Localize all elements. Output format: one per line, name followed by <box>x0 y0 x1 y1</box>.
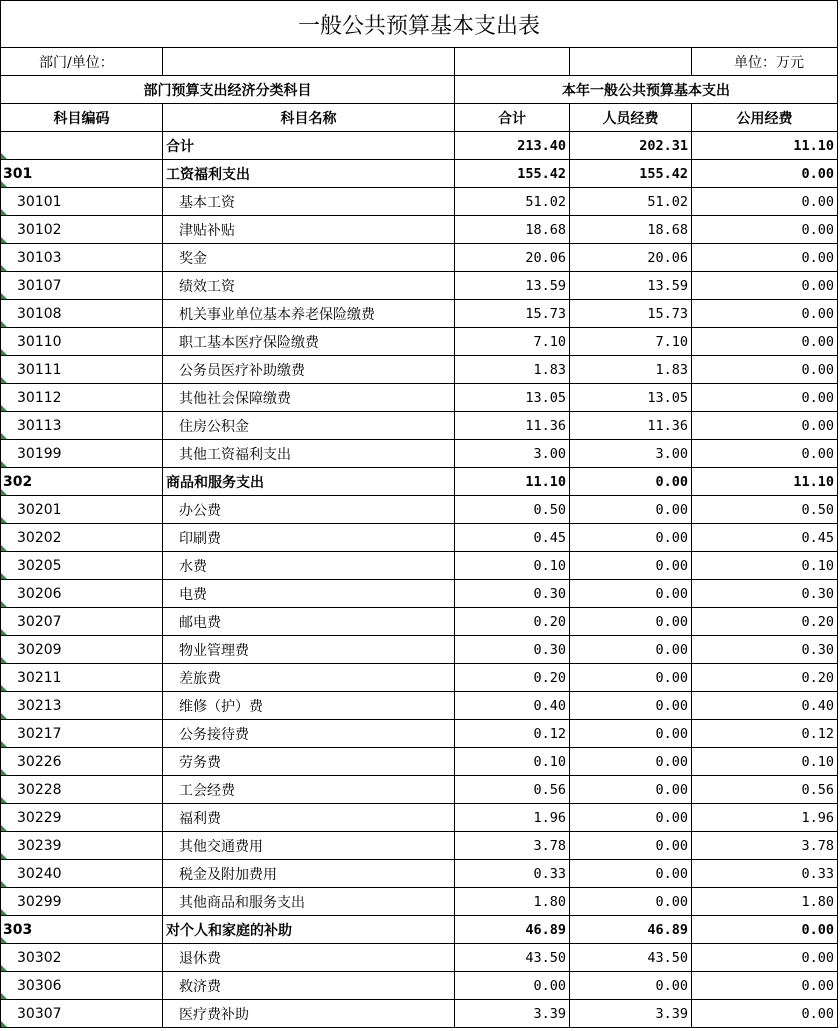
cell-name[interactable]: 邮电费 <box>163 608 455 636</box>
cell-personnel[interactable]: 20.06 <box>570 244 692 272</box>
cell-public[interactable]: 0.40 <box>692 692 838 720</box>
table-row <box>1 216 838 244</box>
cell-public[interactable]: 0.12 <box>692 720 838 748</box>
cell-indicator-icon <box>1 181 7 187</box>
cell-name[interactable]: 维修（护）费 <box>163 692 455 720</box>
cell-name[interactable]: 其他交通费用 <box>163 832 455 860</box>
cell-code[interactable]: 30302 <box>1 944 163 972</box>
cell-public[interactable]: 3.78 <box>692 832 838 860</box>
cell-personnel[interactable]: 0.00 <box>570 636 692 664</box>
cell-code[interactable]: 30112 <box>1 384 163 412</box>
cell-public[interactable]: 0.00 <box>692 972 838 1000</box>
table-row <box>1 412 838 440</box>
header-personnel: 人员经费 <box>570 104 692 132</box>
table-row <box>1 972 838 1000</box>
cell-name[interactable]: 税金及附加费用 <box>163 860 455 888</box>
cell-personnel[interactable]: 202.31 <box>570 132 692 160</box>
cell-public[interactable]: 1.80 <box>692 888 838 916</box>
cell-indicator-icon <box>1 657 7 663</box>
cell-indicator-icon <box>1 685 7 691</box>
cell-code[interactable]: 30103 <box>1 244 163 272</box>
table-row <box>1 888 838 916</box>
cell-total[interactable]: 11.36 <box>455 412 570 440</box>
cell-name[interactable]: 其他社会保障缴费 <box>163 384 455 412</box>
cell-total[interactable]: 0.56 <box>455 776 570 804</box>
cell-code[interactable]: 30226 <box>1 748 163 776</box>
cell-total[interactable]: 43.50 <box>455 944 570 972</box>
blank-cell[interactable] <box>570 48 692 76</box>
cell-indicator-icon <box>1 769 7 775</box>
table-row <box>1 328 838 356</box>
cell-code[interactable]: 30108 <box>1 300 163 328</box>
table-row <box>1 720 838 748</box>
table-row <box>1 384 838 412</box>
table-row <box>1 748 838 776</box>
cell-indicator-icon <box>1 265 7 271</box>
cell-name[interactable]: 物业管理费 <box>163 636 455 664</box>
cell-total[interactable]: 0.00 <box>455 972 570 1000</box>
cell-name[interactable]: 对个人和家庭的补助 <box>163 916 455 944</box>
table-row <box>1 692 838 720</box>
cell-total[interactable]: 155.42 <box>455 160 570 188</box>
cell-personnel[interactable]: 0.00 <box>570 524 692 552</box>
cell-code[interactable]: 30239 <box>1 832 163 860</box>
cell-public[interactable]: 11.10 <box>692 468 838 496</box>
cell-public[interactable]: 0.30 <box>692 636 838 664</box>
cell-name[interactable]: 合计 <box>163 132 455 160</box>
cell-name[interactable]: 工会经费 <box>163 776 455 804</box>
cell-indicator-icon <box>1 965 7 971</box>
cell-indicator-icon <box>1 237 7 243</box>
cell-public[interactable]: 0.00 <box>692 188 838 216</box>
unit-label: 单位：万元 <box>692 48 838 76</box>
cell-code[interactable]: 30110 <box>1 328 163 356</box>
table-row <box>1 552 838 580</box>
cell-total[interactable]: 0.40 <box>455 692 570 720</box>
cell-personnel[interactable]: 0.00 <box>570 692 692 720</box>
cell-code[interactable]: 30211 <box>1 664 163 692</box>
table-row <box>1 776 838 804</box>
cell-personnel[interactable]: 0.00 <box>570 804 692 832</box>
cell-public[interactable]: 0.20 <box>692 664 838 692</box>
table-row <box>1 580 838 608</box>
cell-public[interactable]: 0.45 <box>692 524 838 552</box>
cell-public[interactable]: 0.00 <box>692 916 838 944</box>
cell-name[interactable]: 其他工资福利支出 <box>163 440 455 468</box>
cell-indicator-icon <box>1 993 7 999</box>
cell-public[interactable]: 0.10 <box>692 552 838 580</box>
cell-personnel[interactable]: 0.00 <box>570 888 692 916</box>
cell-code[interactable]: 30240 <box>1 860 163 888</box>
cell-indicator-icon <box>1 937 7 943</box>
cell-total[interactable]: 20.06 <box>455 244 570 272</box>
cell-indicator-icon <box>1 741 7 747</box>
cell-personnel[interactable]: 15.73 <box>570 300 692 328</box>
cell-public[interactable]: 0.30 <box>692 580 838 608</box>
cell-personnel[interactable]: 0.00 <box>570 664 692 692</box>
cell-code[interactable] <box>1 132 163 160</box>
cell-code[interactable]: 30201 <box>1 496 163 524</box>
table-row <box>1 496 838 524</box>
table-row <box>1 664 838 692</box>
cell-indicator-icon <box>1 377 7 383</box>
cell-total[interactable]: 0.33 <box>455 860 570 888</box>
header-group-right: 本年一般公共预算基本支出 <box>455 76 838 104</box>
cell-total[interactable]: 18.68 <box>455 216 570 244</box>
cell-total[interactable]: 1.83 <box>455 356 570 384</box>
cell-indicator-icon <box>1 853 7 859</box>
cell-total[interactable]: 0.20 <box>455 608 570 636</box>
cell-indicator-icon <box>1 545 7 551</box>
cell-personnel[interactable]: 0.00 <box>570 748 692 776</box>
cell-name[interactable]: 差旅费 <box>163 664 455 692</box>
cell-indicator-icon <box>1 209 7 215</box>
cell-indicator-icon <box>1 881 7 887</box>
cell-public[interactable]: 0.20 <box>692 608 838 636</box>
cell-total[interactable]: 0.10 <box>455 552 570 580</box>
table-row <box>1 468 838 496</box>
table-row <box>1 356 838 384</box>
cell-name[interactable]: 电费 <box>163 580 455 608</box>
table-row <box>1 132 838 160</box>
cell-indicator-icon <box>1 1021 7 1027</box>
header-code: 科目编码 <box>1 104 163 132</box>
cell-code[interactable]: 30107 <box>1 272 163 300</box>
cell-indicator-icon <box>1 349 7 355</box>
cell-public[interactable]: 0.00 <box>692 300 838 328</box>
table-row <box>1 160 838 188</box>
cell-total[interactable]: 3.39 <box>455 1000 570 1028</box>
cell-public[interactable]: 0.33 <box>692 860 838 888</box>
table-row <box>1 524 838 552</box>
cell-personnel[interactable]: 0.00 <box>570 972 692 1000</box>
blank-cell[interactable] <box>455 48 570 76</box>
cell-public[interactable]: 0.00 <box>692 412 838 440</box>
cell-code[interactable]: 30206 <box>1 580 163 608</box>
cell-total[interactable]: 15.73 <box>455 300 570 328</box>
cell-name[interactable]: 福利费 <box>163 804 455 832</box>
cell-public[interactable]: 0.00 <box>692 1000 838 1028</box>
cell-code[interactable]: 30217 <box>1 720 163 748</box>
cell-personnel[interactable]: 43.50 <box>570 944 692 972</box>
cell-code[interactable]: 30113 <box>1 412 163 440</box>
cell-personnel[interactable]: 13.05 <box>570 384 692 412</box>
cell-name[interactable]: 津贴补贴 <box>163 216 455 244</box>
cell-code[interactable]: 30202 <box>1 524 163 552</box>
table-row <box>1 1000 838 1028</box>
cell-personnel[interactable]: 18.68 <box>570 216 692 244</box>
cell-indicator-icon <box>1 797 7 803</box>
cell-code[interactable]: 303 <box>1 916 163 944</box>
cell-name[interactable]: 救济费 <box>163 972 455 1000</box>
cell-indicator-icon <box>1 293 7 299</box>
cell-personnel[interactable]: 46.89 <box>570 916 692 944</box>
cell-personnel[interactable]: 1.83 <box>570 356 692 384</box>
header-name: 科目名称 <box>163 104 455 132</box>
cell-name[interactable]: 办公费 <box>163 496 455 524</box>
table-row <box>1 860 838 888</box>
cell-indicator-icon <box>1 321 7 327</box>
cell-total[interactable]: 0.30 <box>455 636 570 664</box>
cell-name[interactable]: 住房公积金 <box>163 412 455 440</box>
header-total: 合计 <box>455 104 570 132</box>
cell-total[interactable]: 7.10 <box>455 328 570 356</box>
cell-indicator-icon <box>1 713 7 719</box>
cell-indicator-icon <box>1 909 7 915</box>
cell-name[interactable]: 退休费 <box>163 944 455 972</box>
dept-value-cell[interactable] <box>163 48 455 76</box>
cell-total[interactable]: 213.40 <box>455 132 570 160</box>
cell-name[interactable]: 绩效工资 <box>163 272 455 300</box>
cell-public[interactable]: 0.00 <box>692 216 838 244</box>
cell-total[interactable]: 3.00 <box>455 440 570 468</box>
cell-code[interactable]: 30209 <box>1 636 163 664</box>
cell-indicator-icon <box>1 153 7 159</box>
table-row <box>1 916 838 944</box>
cell-public[interactable]: 0.50 <box>692 496 838 524</box>
cell-name[interactable]: 工资福利支出 <box>163 160 455 188</box>
cell-code[interactable]: 30207 <box>1 608 163 636</box>
cell-personnel[interactable]: 13.59 <box>570 272 692 300</box>
cell-personnel[interactable]: 0.00 <box>570 552 692 580</box>
cell-code[interactable]: 30101 <box>1 188 163 216</box>
cell-total[interactable]: 0.12 <box>455 720 570 748</box>
cell-public[interactable]: 0.00 <box>692 440 838 468</box>
cell-total[interactable]: 51.02 <box>455 188 570 216</box>
cell-total[interactable]: 0.50 <box>455 496 570 524</box>
cell-personnel[interactable]: 0.00 <box>570 776 692 804</box>
cell-code[interactable]: 30111 <box>1 356 163 384</box>
cell-indicator-icon <box>1 629 7 635</box>
cell-indicator-icon <box>1 825 7 831</box>
cell-code[interactable]: 30102 <box>1 216 163 244</box>
cell-indicator-icon <box>1 489 7 495</box>
cell-total[interactable]: 13.59 <box>455 272 570 300</box>
cell-personnel[interactable]: 3.00 <box>570 440 692 468</box>
cell-public[interactable]: 0.10 <box>692 748 838 776</box>
cell-personnel[interactable]: 0.00 <box>570 720 692 748</box>
table-row <box>1 944 838 972</box>
table-row <box>1 832 838 860</box>
cell-indicator-icon <box>1 461 7 467</box>
cell-total[interactable]: 0.30 <box>455 580 570 608</box>
table-row <box>1 272 838 300</box>
cell-code[interactable]: 30205 <box>1 552 163 580</box>
table-row <box>1 608 838 636</box>
cell-code[interactable]: 302 <box>1 468 163 496</box>
cell-total[interactable]: 1.80 <box>455 888 570 916</box>
table-row <box>1 244 838 272</box>
cell-public[interactable]: 0.00 <box>692 328 838 356</box>
cell-public[interactable]: 0.56 <box>692 776 838 804</box>
cell-total[interactable]: 46.89 <box>455 916 570 944</box>
dept-label: 部门/单位： <box>1 48 163 76</box>
cell-name[interactable]: 医疗费补助 <box>163 1000 455 1028</box>
table-row <box>1 440 838 468</box>
cell-code[interactable]: 301 <box>1 160 163 188</box>
cell-personnel[interactable]: 0.00 <box>570 608 692 636</box>
cell-public[interactable]: 0.00 <box>692 356 838 384</box>
cell-code[interactable]: 30299 <box>1 888 163 916</box>
cell-personnel[interactable]: 11.36 <box>570 412 692 440</box>
table-row <box>1 804 838 832</box>
cell-name[interactable]: 公务员医疗补助缴费 <box>163 356 455 384</box>
cell-name[interactable]: 印刷费 <box>163 524 455 552</box>
table-title: 一般公共预算基本支出表 <box>1 1 838 48</box>
header-public: 公用经费 <box>692 104 838 132</box>
cell-personnel[interactable]: 0.00 <box>570 468 692 496</box>
cell-total[interactable]: 11.10 <box>455 468 570 496</box>
cell-code[interactable]: 30306 <box>1 972 163 1000</box>
cell-personnel[interactable]: 3.39 <box>570 1000 692 1028</box>
cell-personnel[interactable]: 51.02 <box>570 188 692 216</box>
cell-total[interactable]: 13.05 <box>455 384 570 412</box>
cell-personnel[interactable]: 0.00 <box>570 860 692 888</box>
cell-name[interactable]: 机关事业单位基本养老保险缴费 <box>163 300 455 328</box>
cell-indicator-icon <box>1 433 7 439</box>
cell-name[interactable]: 水费 <box>163 552 455 580</box>
cell-total[interactable]: 0.20 <box>455 664 570 692</box>
cell-public[interactable]: 0.00 <box>692 944 838 972</box>
cell-public[interactable]: 1.96 <box>692 804 838 832</box>
cell-name[interactable]: 公务接待费 <box>163 720 455 748</box>
cell-code[interactable]: 30307 <box>1 1000 163 1028</box>
cell-personnel[interactable]: 7.10 <box>570 328 692 356</box>
cell-name[interactable]: 职工基本医疗保险缴费 <box>163 328 455 356</box>
table-row <box>1 300 838 328</box>
cell-total[interactable]: 0.45 <box>455 524 570 552</box>
cell-indicator-icon <box>1 405 7 411</box>
cell-name[interactable]: 商品和服务支出 <box>163 468 455 496</box>
cell-public[interactable]: 11.10 <box>692 132 838 160</box>
cell-name[interactable]: 劳务费 <box>163 748 455 776</box>
cell-indicator-icon <box>1 601 7 607</box>
table-row <box>1 636 838 664</box>
cell-name[interactable]: 基本工资 <box>163 188 455 216</box>
cell-personnel[interactable]: 0.00 <box>570 580 692 608</box>
cell-code[interactable]: 30213 <box>1 692 163 720</box>
cell-public[interactable]: 0.00 <box>692 384 838 412</box>
cell-code[interactable]: 30199 <box>1 440 163 468</box>
cell-code[interactable]: 30228 <box>1 776 163 804</box>
cell-total[interactable]: 0.10 <box>455 748 570 776</box>
cell-total[interactable]: 3.78 <box>455 832 570 860</box>
cell-public[interactable]: 0.00 <box>692 244 838 272</box>
cell-indicator-icon <box>1 517 7 523</box>
cell-indicator-icon <box>1 573 7 579</box>
cell-personnel[interactable]: 0.00 <box>570 832 692 860</box>
cell-public[interactable]: 0.00 <box>692 160 838 188</box>
cell-code[interactable]: 30229 <box>1 804 163 832</box>
cell-total[interactable]: 1.96 <box>455 804 570 832</box>
cell-personnel[interactable]: 0.00 <box>570 496 692 524</box>
cell-name[interactable]: 其他商品和服务支出 <box>163 888 455 916</box>
table-row <box>1 188 838 216</box>
cell-name[interactable]: 奖金 <box>163 244 455 272</box>
cell-public[interactable]: 0.00 <box>692 272 838 300</box>
cell-personnel[interactable]: 155.42 <box>570 160 692 188</box>
header-group-left: 部门预算支出经济分类科目 <box>1 76 455 104</box>
